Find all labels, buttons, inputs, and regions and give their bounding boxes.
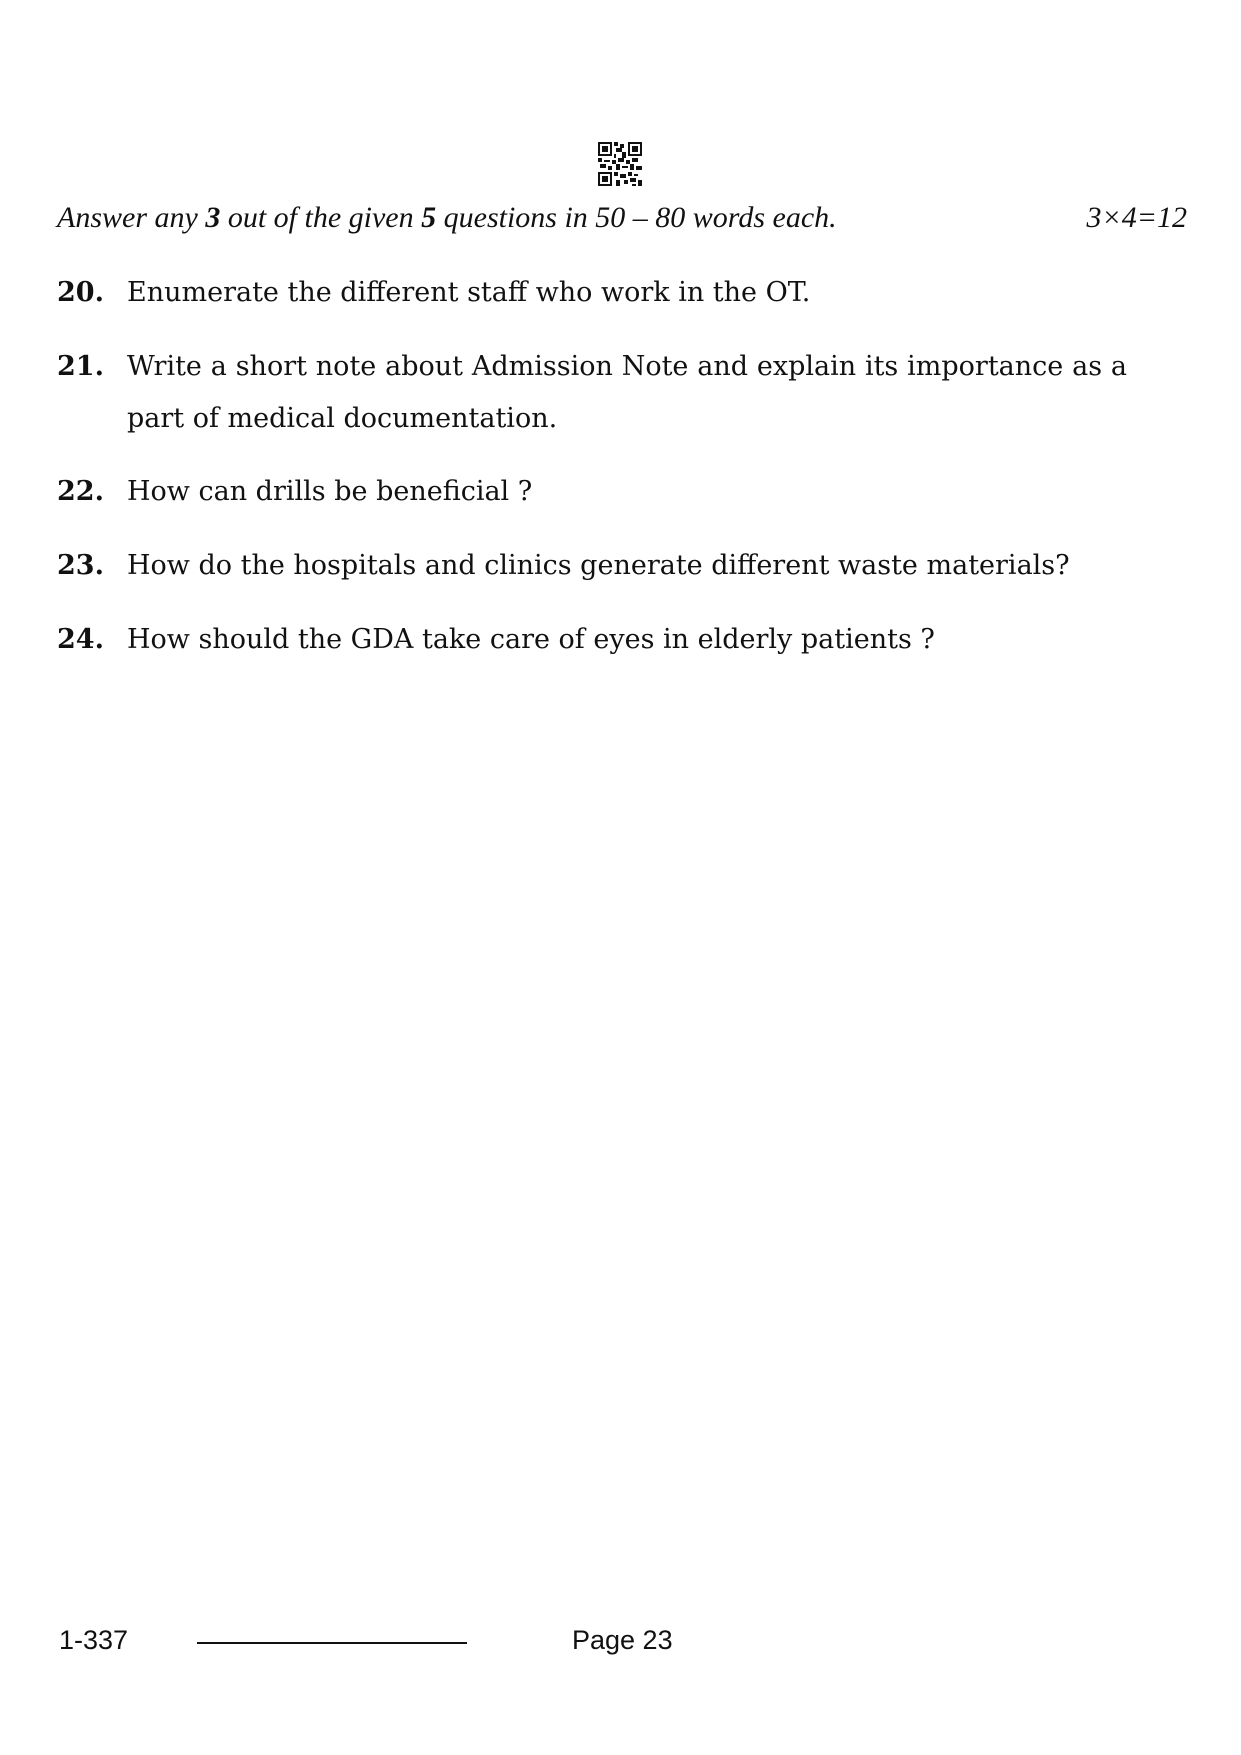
question-number: 22. — [57, 476, 104, 507]
question-text: How do the hospitals and clinics generate different waste materials? — [127, 550, 1070, 581]
question-number: 21. — [57, 351, 104, 382]
section-marks: 3×4=12 — [1086, 201, 1187, 234]
instruction-text-3: questions in 50 – 80 words each. — [436, 201, 837, 234]
instruction-count-answer: 3 — [205, 201, 221, 234]
footer-page-number: Page 23 — [572, 1625, 673, 1655]
question-21 — [57, 341, 1127, 445]
question-number: 24. — [57, 624, 104, 655]
question-text: How should the GDA take care of eyes in elderly patients ? — [127, 624, 935, 655]
question-20 — [57, 267, 1127, 319]
instruction-count-given: 5 — [421, 201, 437, 234]
question-text: How can drills be beneficial ? — [127, 476, 533, 507]
instruction-text-2: out of the given — [220, 201, 422, 234]
question-24 — [57, 614, 1127, 666]
question-text: Enumerate the different staff who work in the OT. — [127, 277, 811, 308]
footer-divider — [197, 1642, 467, 1644]
question-23 — [57, 540, 1127, 592]
question-22 — [57, 466, 1127, 518]
footer-paper-code: 1-337 — [59, 1625, 129, 1655]
question-number: 23. — [57, 550, 104, 581]
section-instruction — [57, 200, 1187, 236]
instruction-text-1: Answer any — [57, 201, 206, 234]
question-text: Write a short note about Admission Note and explain its importance as a part of medical documentation. — [127, 351, 1127, 434]
question-number: 20. — [57, 277, 104, 308]
qr-code-icon — [598, 142, 642, 186]
